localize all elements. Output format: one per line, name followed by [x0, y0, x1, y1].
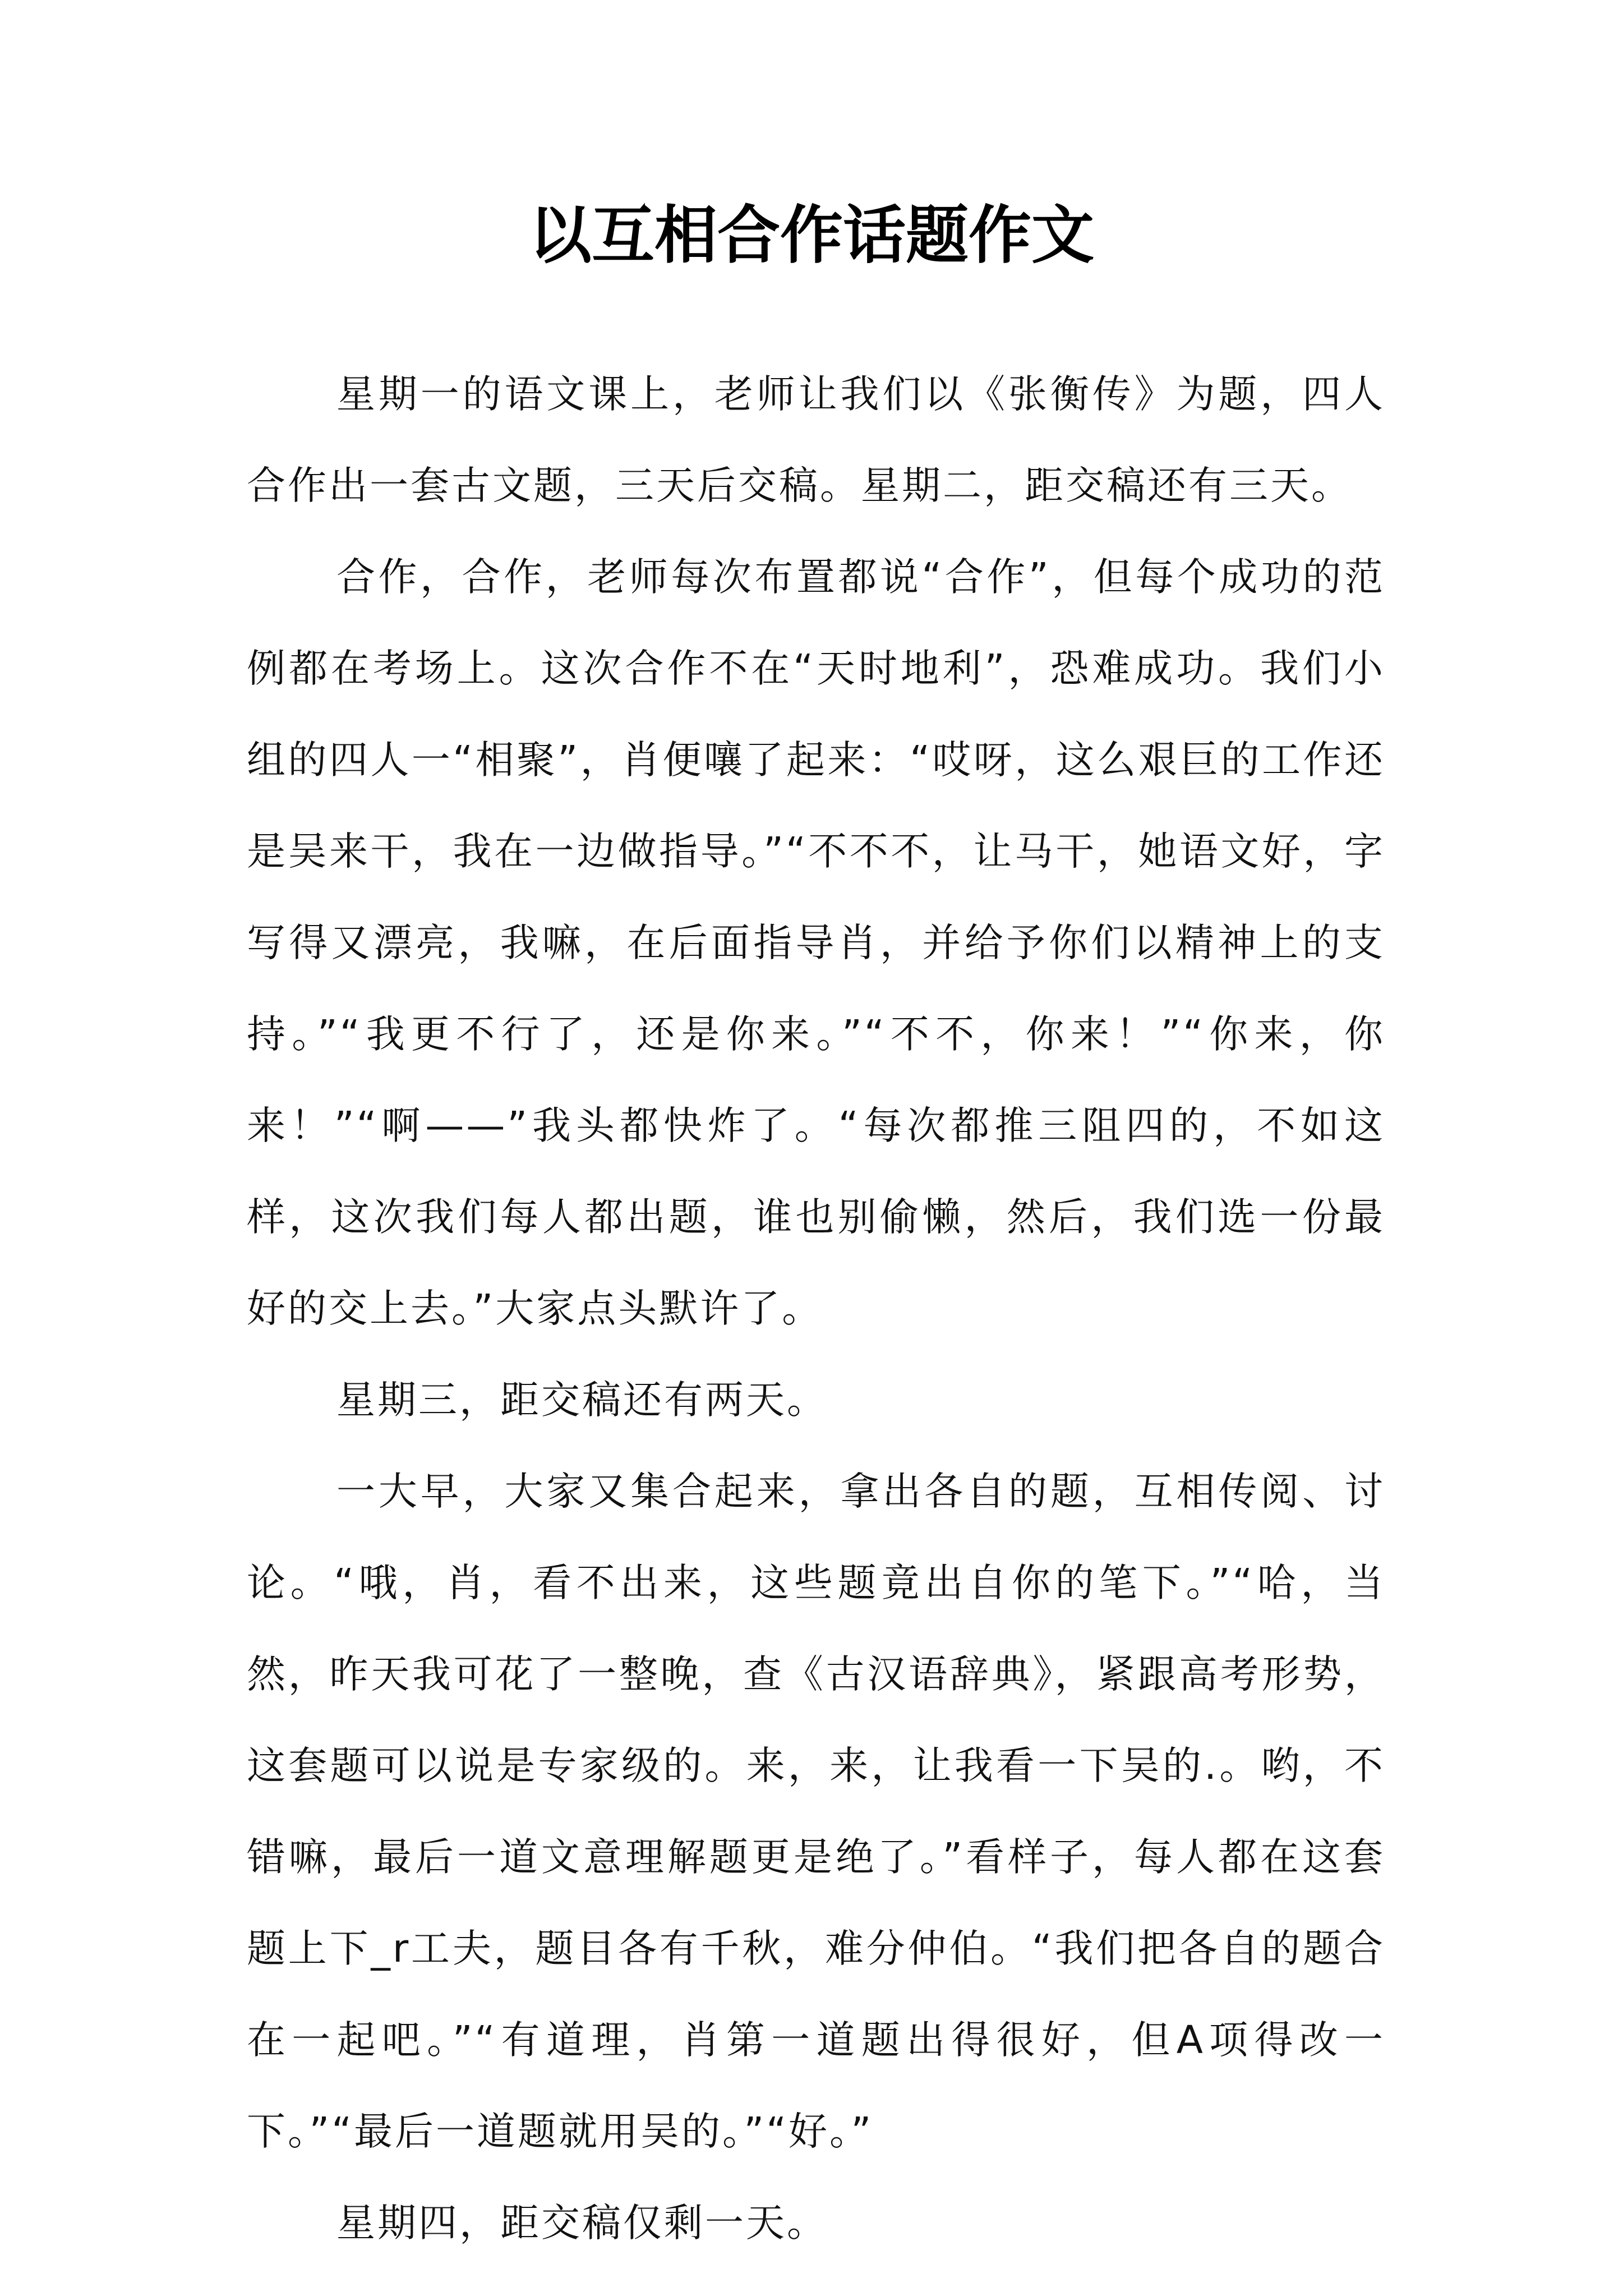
paragraph-4: 一大早，大家又集合起来，拿出各自的题，互相传阅、讨论。“哦，肖，看不出来，这些题竟出自你的笔下。”“哈，当然，昨天我可花了一整晚，查《古汉语辞典》，紧跟高考形势，这套题可以说是专家级的。来，来，让我看一下吴的.。哟，不错嘛，最后一道文意理解题更是绝了。”看样子，每人都在这套题上下_r工夫，题目各有千秋，难分仲伯。“我们把各自的题合在一起吧。”“有道理，肖第一道题出得很好，但A项得改一下。”“最后一道题就用吴的。”“好。”	[247, 1469, 1385, 2154]
document-title: 以互相合作话题作文	[529, 199, 1094, 272]
paragraph-1: 星期一的语文课上，老师让我们以《张衡传》为题，四人合作出一套古文题，三天后交稿。星期二，距交稿还有三天。	[247, 372, 1385, 508]
paragraph-3: 星期三，距交稿还有两天。	[336, 1378, 828, 1423]
document-body	[247, 349, 1385, 2269]
paragraph-2: 合作，合作，老师每次布置都说“合作”，但每个成功的范例都在考场上。这次合作不在“天时地利”，恐难成功。我们小组的四人一“相聚”，肖便嚷了起来：“哎呀，这么艰巨的工作还是吴来干，我在一边做指导。”“不不不，让马干，她语文好，字写得又漂亮，我嘛，在后面指导肖，并给予你们以精神上的支持。”“我更不行了，还是你来。”“不不，你来！”“你来，你来！”“啊——”我头都快炸了。“每次都推三阻四的，不如这样，这次我们每人都出题，谁也别偷懒，然后，我们选一份最好的交上去。”大家点头默许了。	[247, 555, 1385, 1331]
paragraph-5: 星期四，距交稿仅剩一天。	[336, 2201, 828, 2246]
